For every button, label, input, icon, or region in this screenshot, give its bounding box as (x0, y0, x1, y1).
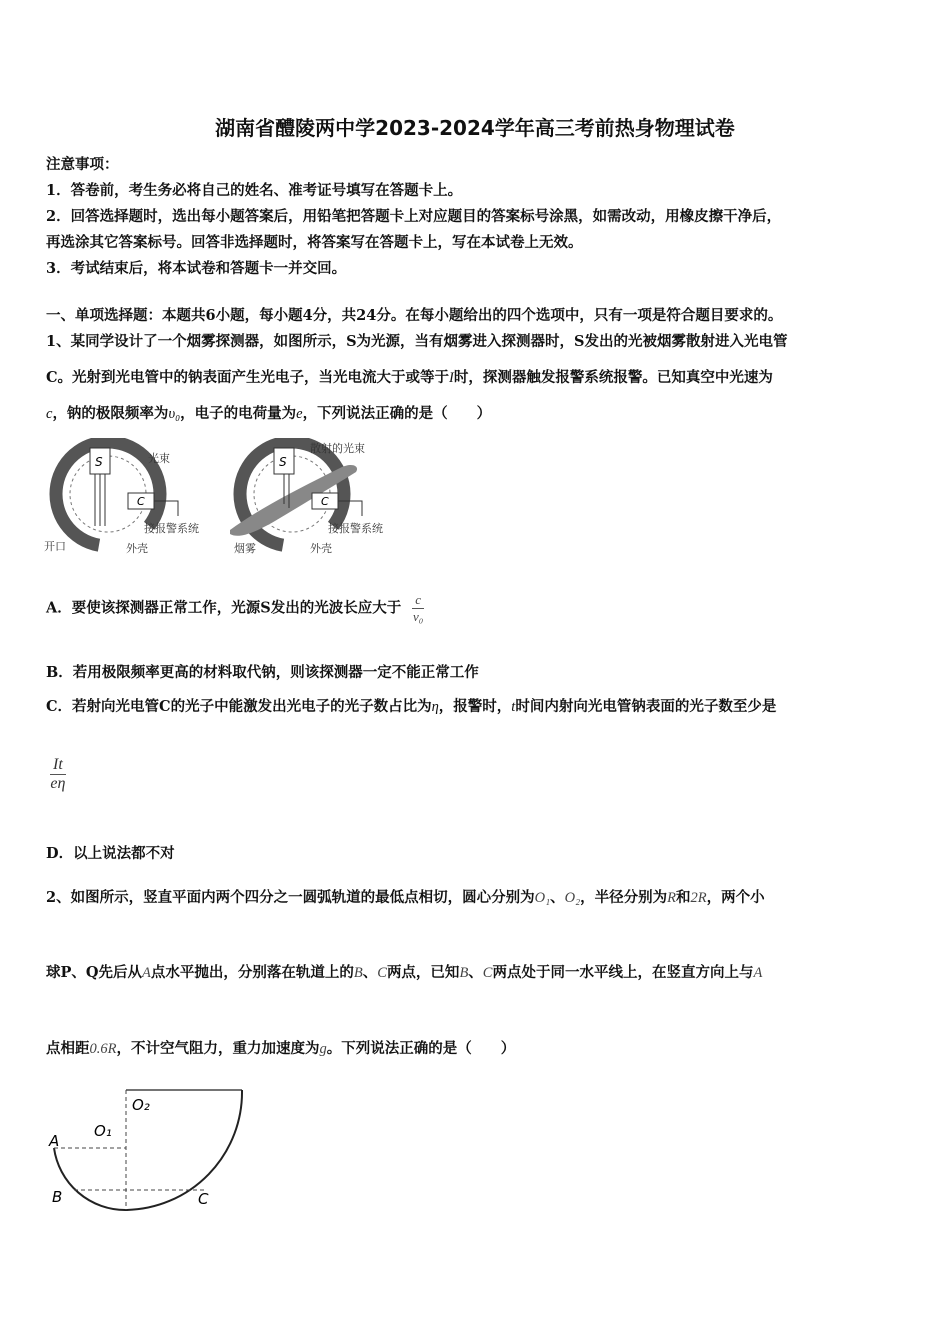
fig-point-a: A (49, 1132, 60, 1150)
q2-text: ，不计空气阻力，重力加速度为 (116, 1040, 320, 1057)
option-c-text: ，报警时， (438, 698, 512, 715)
q2-var-g: g (319, 1041, 327, 1057)
fig-label-shell: 外壳 (126, 542, 148, 555)
option-a-fraction (412, 592, 424, 625)
q2-var-b: B (353, 965, 363, 981)
fig-label-beam: 光束 (148, 452, 170, 465)
q2-var-c: C (482, 965, 493, 981)
q2-text: 、 (468, 964, 483, 981)
q2-var-a: A (142, 965, 151, 981)
fig-point-o2: O₂ (132, 1096, 150, 1114)
fig-label-shell2: 外壳 (310, 542, 332, 555)
q2-text: ，半径分别为 (580, 889, 668, 906)
notice-heading: 注意事项： (46, 156, 119, 173)
q1-stem-line2 (46, 366, 773, 387)
fig-label-s: S (95, 455, 103, 469)
q1-stem-line3 (46, 402, 491, 423)
q2-text: 两点处于同一水平线上，在竖直方向上与 (492, 964, 754, 981)
q2-text: 2、如图所示，竖直平面内两个四分之一圆弧轨道的最低点相切，圆心分别为 (46, 889, 535, 906)
fig-label-alarm2: 接报警系统 (328, 522, 383, 535)
q1-figure (40, 438, 410, 563)
q2-text: 。下列说法正确的是（ ） (326, 1040, 516, 1057)
fig-label-s2: S (279, 455, 287, 469)
fraction-numerator: It (50, 756, 66, 775)
fraction-numerator: c (412, 592, 424, 609)
q2-var-o1: O₁ (534, 890, 551, 906)
q2-text: 点相距 (46, 1040, 90, 1057)
q1-option-d: D．以上说法都不对 (46, 845, 175, 862)
q1-stem-line1: 1、某同学设计了一个烟雾探测器，如图所示，S为光源，当有烟雾进入探测器时，S发出的光被烟雾散射进入光电管 (46, 333, 788, 350)
fig-point-o1: O₁ (94, 1122, 112, 1140)
q1-var-I: I (449, 370, 454, 386)
option-c-text: 时间内射向光电管钠表面的光子数至少是 (515, 698, 777, 715)
q1-var-v0: υ₀ (168, 406, 181, 422)
q2-text: 两点，已知 (386, 964, 460, 981)
q2-var-height: 0.6R (89, 1041, 117, 1057)
q2-figure (44, 1082, 254, 1222)
fig-label-scatter: 散射的光束 (310, 442, 365, 455)
notice-item-2: 2．回答选择题时，选出每小题答案后，用铅笔把答题卡上对应题目的答案标号涂黑，如需改动，用橡皮擦干净后， (46, 208, 782, 225)
q2-stem-line3 (46, 1037, 515, 1058)
q2-text: ，两个小 (706, 889, 765, 906)
q2-var-a: A (753, 965, 763, 981)
q2-text: 、 (550, 889, 565, 906)
notice-item-3: 3．考试结束后，将本试卷和答题卡一并交回。 (46, 260, 347, 277)
q2-text: 球P、Q先后从 (46, 964, 143, 981)
q2-stem-line1 (46, 886, 765, 907)
arc-small (54, 1148, 126, 1210)
option-a-text: A．要使该探测器正常工作，光源S发出的光波长应大于 (46, 599, 402, 617)
fig-label-smoke: 烟雾 (234, 542, 256, 555)
q2-var-b: B (459, 965, 469, 981)
q2-text: 点水平抛出，分别落在轨道上的 (150, 964, 354, 981)
q1-option-b: B．若用极限频率更高的材料取代钠，则该探测器一定不能正常工作 (46, 664, 479, 681)
q2-var-r: R (667, 890, 676, 906)
detector-right (230, 438, 383, 555)
q1-text: ，钠的极限频率为 (52, 405, 169, 422)
q2-stem-line2 (46, 961, 762, 982)
q1-var-e: e (296, 406, 303, 422)
fig-label-c: C (137, 495, 145, 508)
fig-label-alarm: 接报警系统 (144, 522, 199, 535)
q1-text: 时，探测器触发报警系统报警。已知真空中光速为 (453, 369, 773, 386)
fraction-denominator: eη (50, 775, 66, 792)
notice-item-2-cont: 再选涂其它答案标号。回答非选择题时，将答案写在答题卡上，写在本试卷上无效。 (46, 234, 583, 251)
detector-left (44, 438, 199, 555)
option-c-var-t: t (511, 699, 516, 715)
fig-point-c: C (198, 1190, 209, 1208)
q2-var-2r: 2R (690, 890, 707, 906)
fig-label-opening: 开口 (44, 540, 66, 553)
option-c-text: C．若射向光电管C的光子中能激发出光电子的光子数占比为 (46, 698, 432, 715)
option-c-var-eta: η (431, 699, 439, 715)
q1-option-a (46, 592, 424, 625)
notice-item-1: 1．答卷前，考生务必将自己的姓名、准考证号填写在答题卡上。 (46, 182, 463, 199)
q1-var-c: c (46, 406, 53, 422)
q2-text: 、 (362, 964, 378, 981)
q1-text: ，电子的电荷量为 (180, 405, 297, 422)
page-title: 湖南省醴陵两中学2023-2024学年高三考前热身物理试卷 (215, 116, 735, 140)
q1-text: ，下列说法正确的是（ ） (302, 405, 492, 422)
fig-point-b: B (52, 1188, 63, 1206)
q1-option-c (46, 695, 776, 716)
fig-label-c2: C (321, 495, 329, 508)
fraction-denominator: v₀ (413, 609, 424, 624)
q2-var-o2: O₂ (564, 890, 581, 906)
q2-var-c: C (377, 965, 387, 981)
q1-text: C。光射到光电管中的钠表面产生光电子，当光电流大于或等于 (46, 369, 450, 386)
q2-text: 和 (675, 889, 691, 906)
section-heading: 一、单项选择题：本题共6小题，每小题4分，共24分。在每小题给出的四个选项中，只有一项是符合题目要求的。 (46, 307, 783, 324)
option-c-fraction (50, 756, 66, 793)
